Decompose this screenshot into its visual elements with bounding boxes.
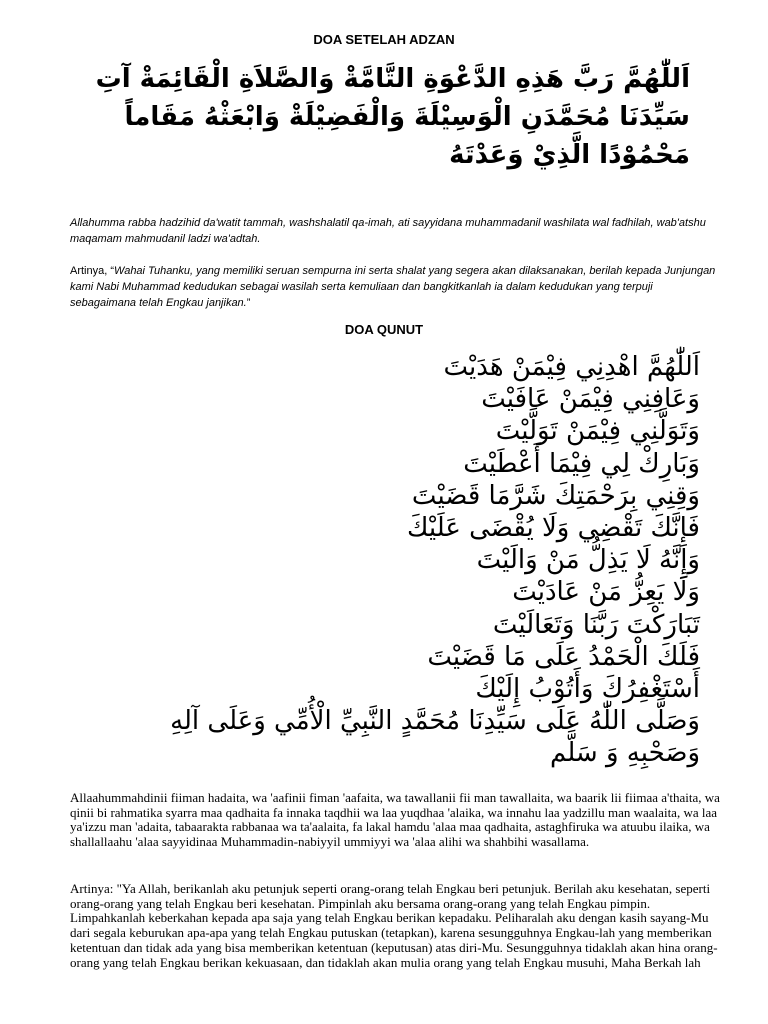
translation-text: Wahai Tuhanku, yang memiliki seruan sempurna ini serta shalat yang segera akan dilaksanakan, berilah kepada Junjungan kami Nabi Muhammad kedudukan sebagai wasilah serta kemuliaan dan bangkitkanlah ia dalam kedudukan yang terpuji sebagaimana telah Engkau janjikan. — [70, 265, 716, 309]
qunut-arabic-line: وَإِنَّهُ لَا يَذِلُّ مَنْ وَالَيْتَ — [476, 545, 700, 576]
doa-setelah-adzan-title: DOA SETELAH ADZAN — [313, 32, 455, 47]
doa-setelah-adzan-translation — [70, 263, 720, 311]
qunut-arabic-line: فَلَكَ الْحَمْدُ عَلَى مَا قَضَيْتَ — [427, 641, 700, 672]
qunut-arabic-line: وَعَافِنِي فِيْمَنْ عَافَيْتَ — [481, 384, 700, 415]
qunut-arabic-line: وَصَحْبِهِ وَ سَلَّم — [550, 738, 700, 769]
qunut-arabic-line: أَسْتَغْفِرُكَ وَأَتُوْبُ إِلَيْكَ — [475, 674, 700, 705]
qunut-arabic-line: اَللّٰهُمَّ اهْدِنِي فِيْمَنْ هَدَيْتَ — [443, 352, 700, 382]
doa-qunut-latin: Allaahummahdinii fiiman hadaita, wa 'aafinii fiman 'aafaita, wa tawallanii fii man tawallaita, wa baarik lii fiimaa a'thaita, wa qinii bi rahmatika syarra maa qadhaita fa innaka taqdhii wa laa yuqdhaa 'alaika, wa innahu laa yadzillu man waalaita, wa laa ya'izzu man 'adaita, tabaarakta rabbanaa wa ta'aalaita, fa lakal hamdu 'alaa maa qadhaita, astaghfiruka wa atuubu ilaika, wa shallallaahu 'alaa sayyidinaa Muhammadin-nabiyyil ummiyyi wa 'alaa alihi wa shahbihi wasallama. — [70, 790, 720, 850]
doa-qunut-title: DOA QUNUT — [344, 322, 424, 337]
qunut-arabic-line: وَتَوَلَّنِي فِيْمَنْ تَوَلَّيْتَ — [495, 416, 700, 447]
qunut-arabic-line: فَإِنَّكَ تَقْضِي وَلَا يُقْضَى عَلَيْكَ — [406, 513, 700, 544]
qunut-arabic-line: تَبَارَكْتَ رَبَّنَا وَتَعَالَيْتَ — [492, 609, 700, 640]
translation-prefix: Artinya, “ — [70, 265, 115, 277]
doa-qunut-translation: Artinya: "Ya Allah, berikanlah aku petunjuk seperti orang-orang telah Engkau beri petunjuk. Berilah aku kesehatan, seperti orang-orang yang telah Engkau beri kesehatan. Pimpinlah aku bersama orang-orang yang telah Engkau pimpin. Limpahkanlah keberkahan kepada apa saja yang telah Engkau berikan kepadaku. Peliharalah aku dengan kasih sayang-Mu dari segala keburukan apa-apa yang telah Engkau putuskan (tetapkan), karena sesungguhnya Engkau-lah yang memberikan ketentuan dan tidak ada yang bisa memberikan ketentuan (keputusan) atas diri-Mu. Sesungguhnya tidaklah akan hina orang-orang yang telah Engkau berikan kekuasaan, dan tidaklah akan mulia orang yang telah Engkau musuhi, Maha Berkah lah — [70, 881, 718, 970]
doa-setelah-adzan-arabic: اَللّٰهُمَّ رَبَّ هَذِهِ الدَّعْوَةِ التَّامَّةْ وَالصَّلاَةِ الْقَائِمَةْ آتِ سَيِّدَنَا مُحَمَّدَنِ الْوَسِيْلَةَ وَالْفَضِيْلَةْ وَابْعَثْهُ مَقَاماً مَحْمُوْدًا الَّذِيْ وَعَدْتَهُ — [95, 64, 690, 170]
qunut-arabic-line: وَلَا يَعِزُّ مَنْ عَادَيْتَ — [512, 577, 700, 608]
qunut-arabic-line: وَصَلَّى اللّٰهُ عَلَى سَيِّدِنَا مُحَمَّدٍ النَّبِيِّ الْأُمِّي وَعَلَى آلِهِ — [170, 706, 700, 737]
doa-qunut-arabic — [70, 351, 700, 770]
qunut-arabic-line: وَقِنِي بِرَحْمَتِكَ شَرَّمَا قَضَيْتَ — [411, 480, 700, 511]
translation-suffix: ” — [246, 297, 251, 309]
doa-setelah-adzan-latin: Allahumma rabba hadzihid da'watit tammah, washshalatil qa-imah, ati sayyidana muhammadanil washilata wal fadhilah, wab'atshu maqamam mahmudanil ladzi wa'adtah. — [70, 217, 706, 245]
qunut-arabic-line: وَبَارِكْ لِي فِيْمَا أَعْطَيْتَ — [463, 448, 700, 479]
